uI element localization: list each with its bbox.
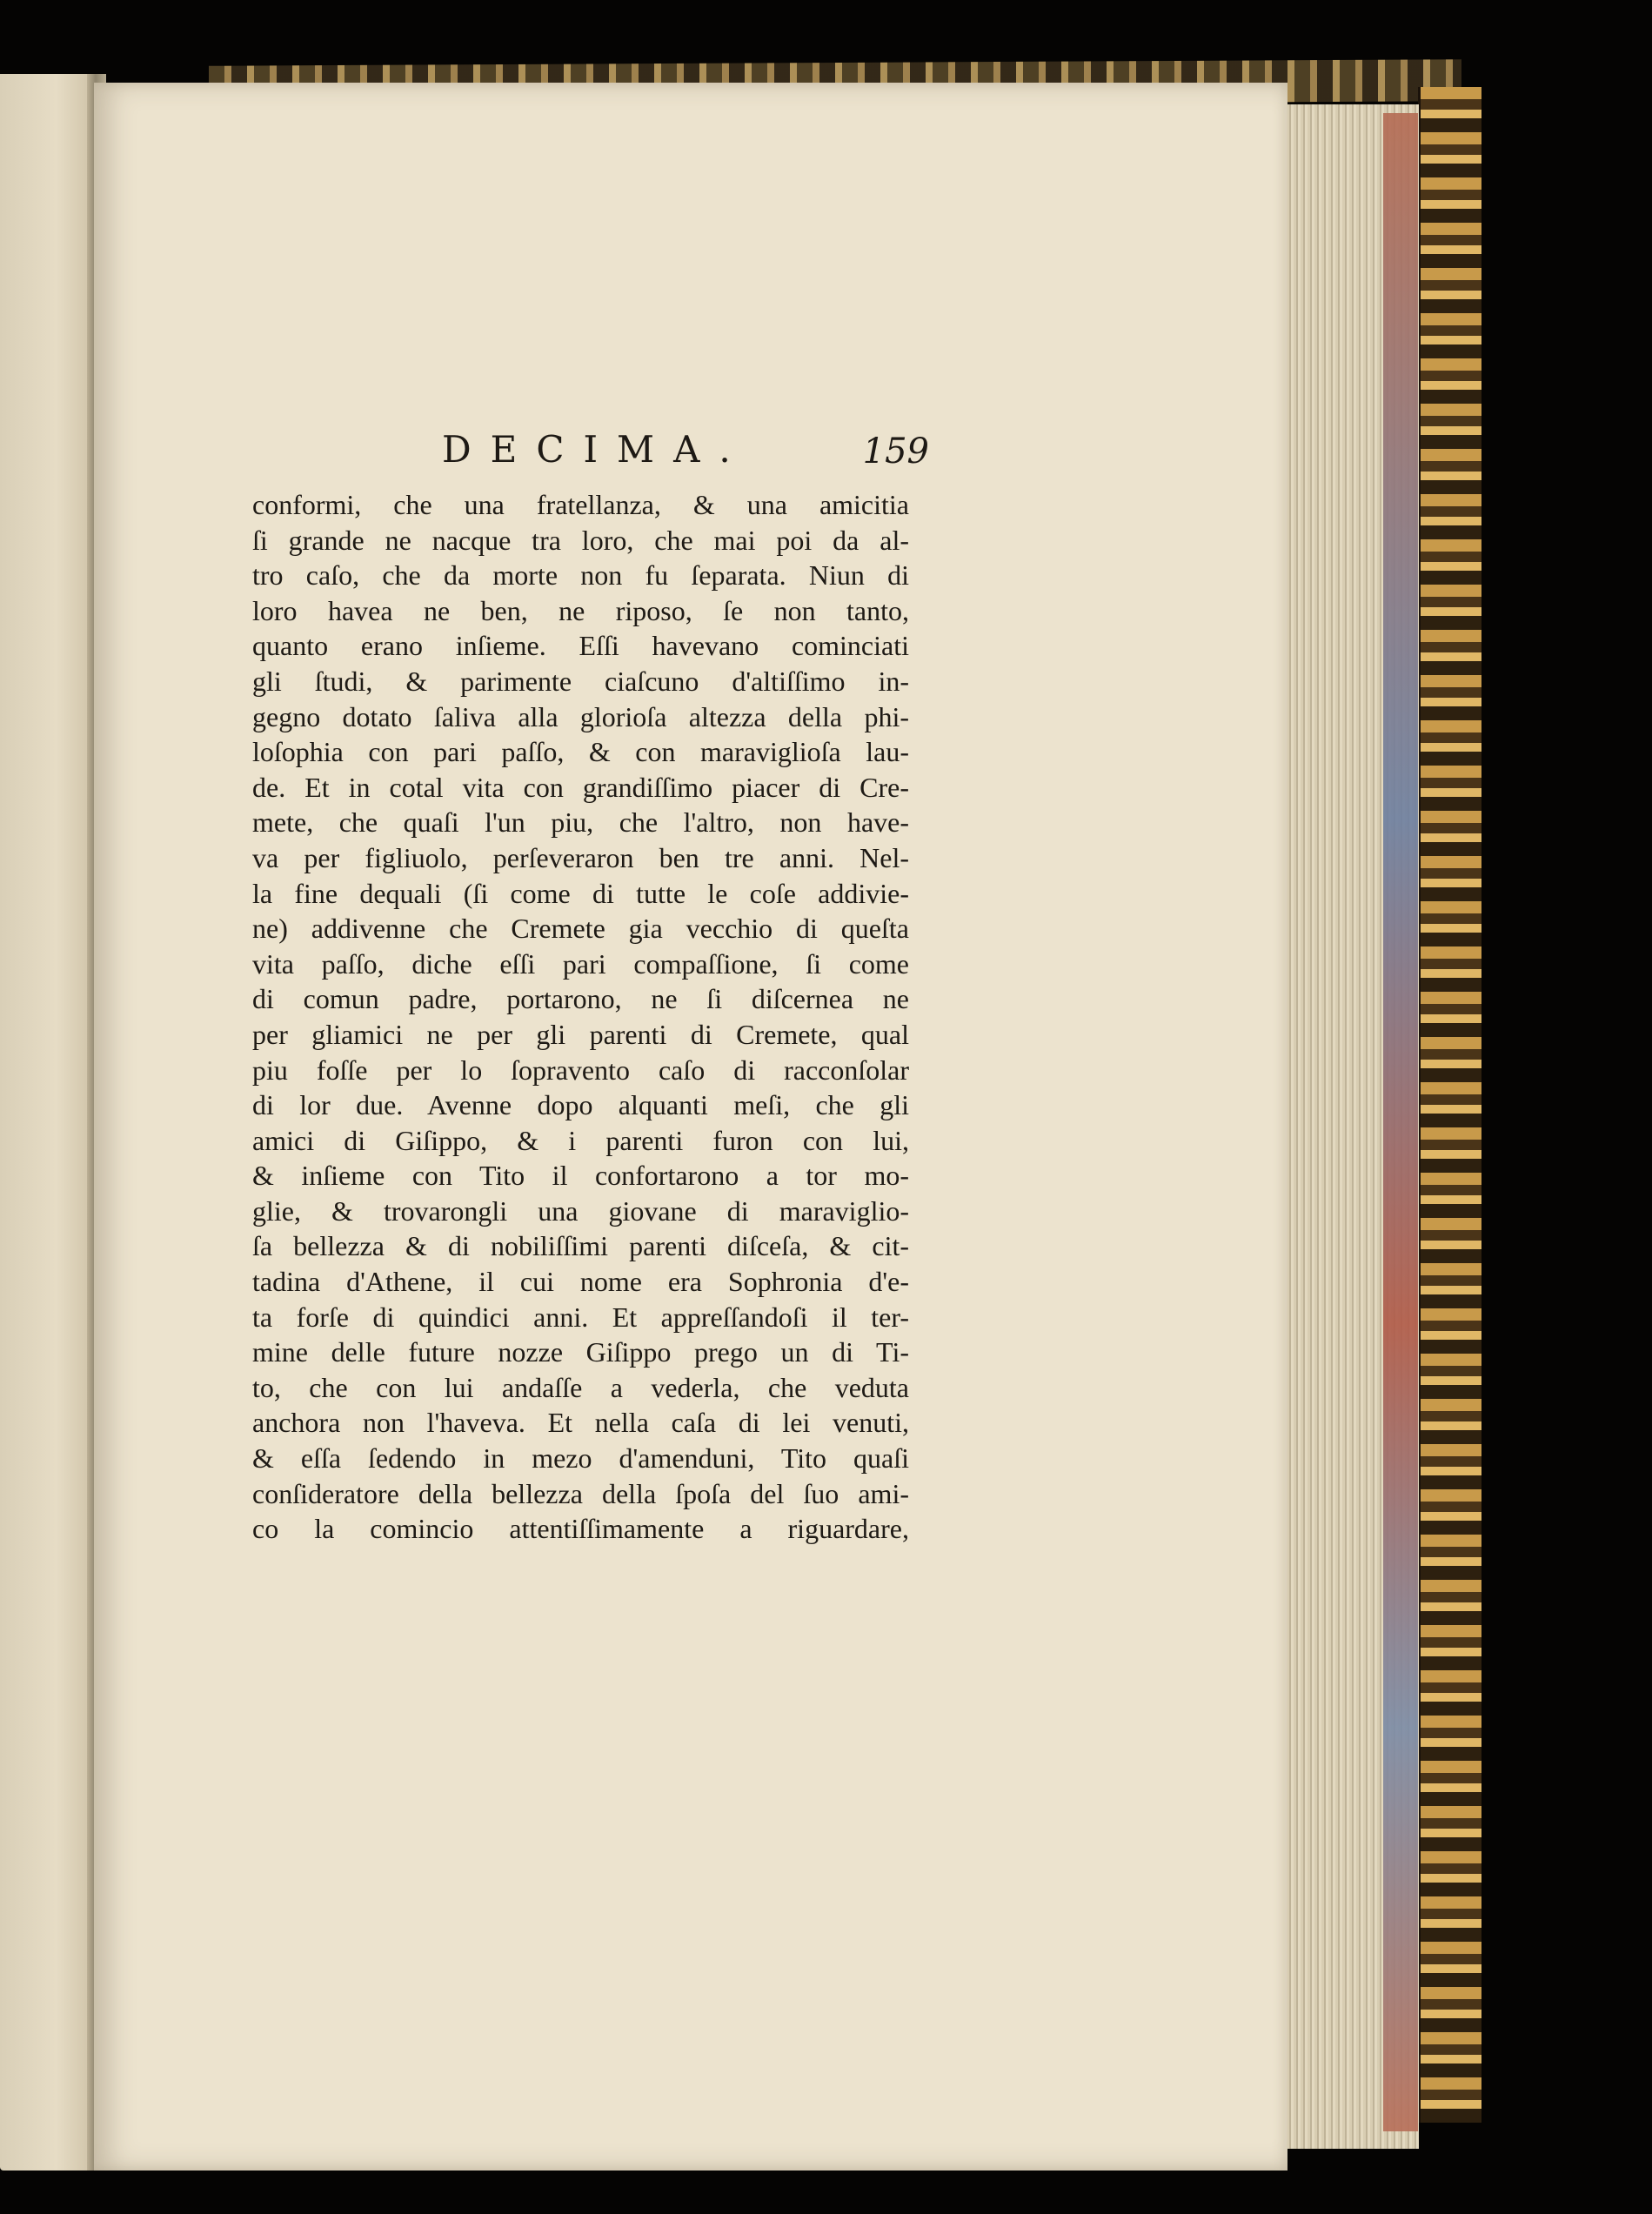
text-line: de. Et in cotal vita con grandiſſimo piacer di Cre-: [252, 771, 909, 803]
text-line: amici di Giſippo, & i parenti furon con lui,: [252, 1124, 909, 1156]
text-line: anchora non l'haveva. Et nella caſa di lei venuti,: [252, 1407, 909, 1439]
text-line: gegno dotato ſaliva alla glorioſa altezza della phi-: [252, 700, 909, 732]
text-line: quanto erano inſieme. Eſſi havevano cominciati: [252, 630, 909, 662]
text-line: & inſieme con Tito il confortarono a tor mo-: [252, 1160, 909, 1192]
text-line: mine delle future nozze Giſippo prego un di Ti-: [252, 1336, 909, 1368]
running-head: DECIMA.: [442, 428, 750, 471]
text-line: ne) addivenne che Cremete gia vecchio di queſta: [252, 913, 909, 945]
text-line: glie, & trovarongli una giovane di maraviglio-: [252, 1194, 909, 1227]
text-line: di comun padre, portarono, ne ſi diſcernea ne: [252, 983, 909, 1015]
text-line: ta forſe di quindici anni. Et appreſſandoſi il ter-: [252, 1301, 909, 1333]
text-line: ſa bellezza & di nobiliſſimi parenti diſceſa, & cit-: [252, 1230, 909, 1262]
text-line: to, che con lui andaſſe a vederla, che veduta: [252, 1371, 909, 1403]
text-line: la fine dequali (ſi come di tutte le coſe addivie-: [252, 877, 909, 909]
text-line: gli ſtudi, & parimente ciaſcuno d'altiſſimo in-: [252, 665, 909, 697]
text-line: loro havea ne ben, ne riposo, ſe non tanto,: [252, 594, 909, 626]
page-number: 159: [862, 431, 929, 472]
text-line: conformi, che una fratellanza, & una amicitia: [252, 489, 909, 520]
gilt-spine: [1418, 87, 1481, 2123]
text-line: per gliamici ne per gli parenti di Cremete, qual: [252, 1018, 909, 1050]
text-line: vita paſſo, diche eſſi pari compaſſione, ſi come: [252, 947, 909, 980]
text-line: & eſſa ſedendo in mezo d'amenduni, Tito quaſi: [252, 1442, 909, 1475]
marbled-edge: [1383, 113, 1418, 2131]
text-line: conſideratore della bellezza della ſpoſa del ſuo ami-: [252, 1477, 909, 1509]
text-line: loſophia con pari paſſo, & con maraviglioſa lau-: [252, 736, 909, 768]
text-line: piu foſſe per lo ſopravento caſo di racconſolar: [252, 1053, 909, 1086]
page-header: [442, 428, 929, 485]
text-line: ſi grande ne nacque tra loro, che mai poi da al-: [252, 524, 909, 556]
text-line: di lor due. Avenne dopo alquanti meſi, che gli: [252, 1089, 909, 1121]
text-line: mete, che quaſi l'un piu, che l'altro, non have-: [252, 806, 909, 839]
text-line: co la comincio attentiſſimamente a riguardare,: [252, 1513, 909, 1545]
facing-page-edge: [0, 74, 94, 2171]
text-block: [252, 487, 909, 1547]
text-line: tro caſo, che da morte non fu ſeparata. Niun di: [252, 559, 909, 592]
text-line: tadina d'Athene, il cui nome era Sophronia d'e-: [252, 1266, 909, 1298]
text-line: va per figliuolo, perſeveraron ben tre anni. Nel-: [252, 841, 909, 873]
